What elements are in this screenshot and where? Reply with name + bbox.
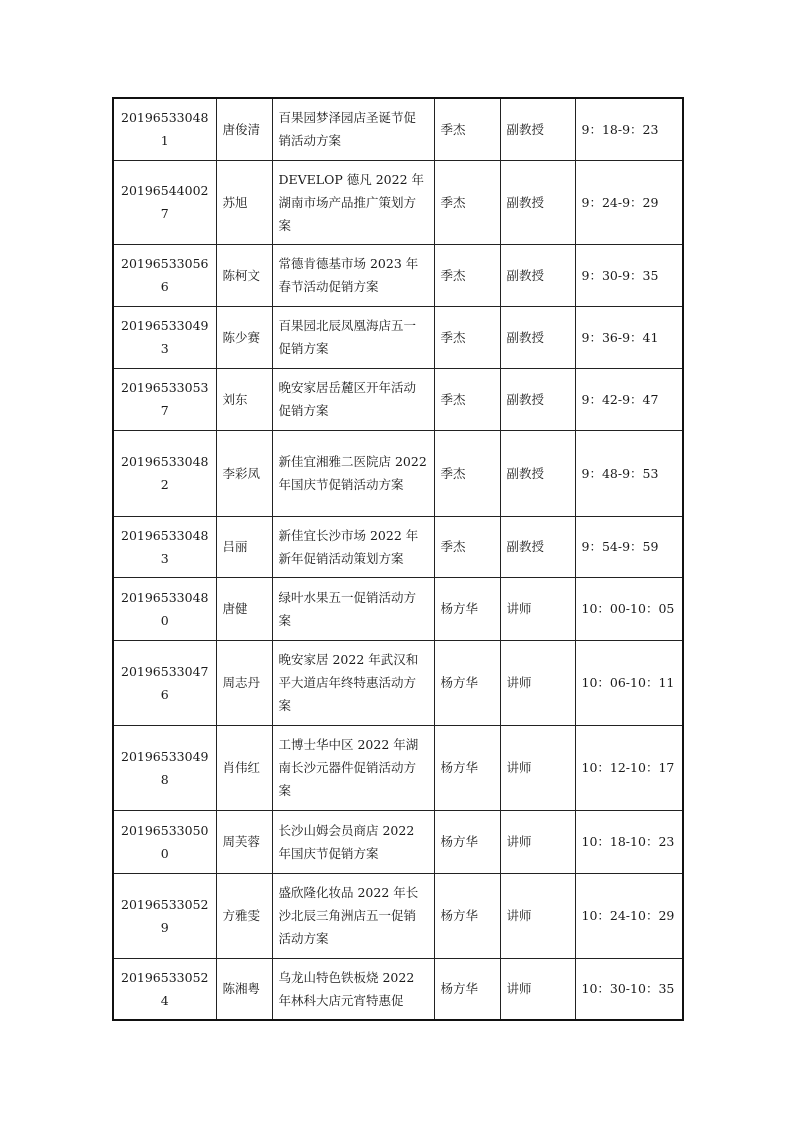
- advisor-title-cell: 讲师: [500, 725, 575, 810]
- student-name-cell: 肖伟红: [216, 725, 272, 810]
- student-name-cell: 刘东: [216, 368, 272, 430]
- time-slot-cell: 10：06-10：11: [575, 640, 683, 725]
- student-name-cell: 陈柯文: [216, 244, 272, 306]
- time-slot-cell: 10：24-10：29: [575, 873, 683, 958]
- advisor-cell: 季杰: [434, 516, 500, 577]
- student-id-cell: 201965330493: [113, 306, 216, 368]
- student-name-cell: 唐俊清: [216, 98, 272, 160]
- advisor-title-cell: 副教授: [500, 516, 575, 577]
- advisor-cell: 季杰: [434, 306, 500, 368]
- advisor-title-cell: 副教授: [500, 98, 575, 160]
- student-name-cell: 周芙蓉: [216, 810, 272, 873]
- student-name-cell: 周志丹: [216, 640, 272, 725]
- advisor-title-cell: 讲师: [500, 577, 575, 640]
- advisor-title-cell: 副教授: [500, 244, 575, 306]
- table-row: [113, 873, 683, 958]
- student-id-cell: 201965330481: [113, 98, 216, 160]
- advisor-cell: 季杰: [434, 430, 500, 516]
- student-id-cell: 201965330566: [113, 244, 216, 306]
- time-slot-cell: 9：48-9：53: [575, 430, 683, 516]
- student-id-cell: 201965330529: [113, 873, 216, 958]
- table-row: [113, 725, 683, 810]
- thesis-topic-text: 乌龙山特色铁板烧 2022 年林科大店元宵特惠促: [278, 969, 415, 1008]
- table-row: [113, 244, 683, 306]
- student-id-cell: 201965330537: [113, 368, 216, 430]
- time-slot-cell: 10：18-10：23: [575, 810, 683, 873]
- thesis-topic-cell: 常德肯德基市场 2023 年春节活动促销方案: [272, 244, 434, 306]
- advisor-cell: 季杰: [434, 160, 500, 244]
- thesis-topic-cell: 盛欣隆化妆品 2022 年长沙北辰三角洲店五一促销活动方案: [272, 873, 434, 958]
- thesis-topic-cell: 晚安家居岳麓区开年活动促销方案: [272, 368, 434, 430]
- student-name-cell: 唐健: [216, 577, 272, 640]
- time-slot-cell: 9：30-9：35: [575, 244, 683, 306]
- table-row: [113, 516, 683, 577]
- thesis-topic-cell: 晚安家居 2022 年武汉和平大道店年终特惠活动方案: [272, 640, 434, 725]
- student-id-cell: 201965330483: [113, 516, 216, 577]
- student-name-cell: 苏旭: [216, 160, 272, 244]
- advisor-cell: 杨方华: [434, 958, 500, 1020]
- advisor-title-cell: 副教授: [500, 368, 575, 430]
- time-slot-cell: 9：18-9：23: [575, 98, 683, 160]
- student-id-cell: 201965330524: [113, 958, 216, 1020]
- advisor-title-cell: 讲师: [500, 810, 575, 873]
- advisor-title-cell: 副教授: [500, 430, 575, 516]
- student-id-cell: 201965330476: [113, 640, 216, 725]
- student-id-cell: 201965440027: [113, 160, 216, 244]
- thesis-topic-cell: 绿叶水果五一促销活动方案: [272, 577, 434, 640]
- advisor-cell: 季杰: [434, 98, 500, 160]
- advisor-cell: 杨方华: [434, 640, 500, 725]
- thesis-topic-cell: 百果园梦泽园店圣诞节促销活动方案: [272, 98, 434, 160]
- advisor-title-cell: 副教授: [500, 306, 575, 368]
- table-row: [113, 306, 683, 368]
- thesis-topic-cell: DEVELOP 德凡 2022 年湖南市场产品推广策划方案: [272, 160, 434, 244]
- thesis-topic-cell: 新佳宜湘雅二医院店 2022 年国庆节促销活动方案: [272, 430, 434, 516]
- table-row: [113, 368, 683, 430]
- student-name-cell: 方雅雯: [216, 873, 272, 958]
- student-id-cell: 201965330500: [113, 810, 216, 873]
- thesis-topic-cell: 长沙山姆会员商店 2022 年国庆节促销方案: [272, 810, 434, 873]
- thesis-topic-cell: 百果园北辰凤凰海店五一促销方案: [272, 306, 434, 368]
- time-slot-cell: 9：36-9：41: [575, 306, 683, 368]
- time-slot-cell: 9：24-9：29: [575, 160, 683, 244]
- student-id-cell: 201965330482: [113, 430, 216, 516]
- time-slot-cell: 9：42-9：47: [575, 368, 683, 430]
- table-row: [113, 160, 683, 244]
- thesis-topic-cell: 新佳宜长沙市场 2022 年新年促销活动策划方案: [272, 516, 434, 577]
- advisor-cell: 杨方华: [434, 577, 500, 640]
- thesis-topic-cell: 工博士华中区 2022 年湖南长沙元器件促销活动方案: [272, 725, 434, 810]
- advisor-cell: 杨方华: [434, 810, 500, 873]
- student-id-cell: 201965330480: [113, 577, 216, 640]
- table-row: [113, 640, 683, 725]
- table-row: [113, 810, 683, 873]
- advisor-title-cell: 副教授: [500, 160, 575, 244]
- advisor-title-cell: 讲师: [500, 873, 575, 958]
- time-slot-cell: 10：00-10：05: [575, 577, 683, 640]
- student-name-cell: 陈湘粤: [216, 958, 272, 1020]
- student-name-cell: 陈少赛: [216, 306, 272, 368]
- advisor-cell: 杨方华: [434, 873, 500, 958]
- time-slot-cell: 10：30-10：35: [575, 958, 683, 1020]
- table-row: [113, 98, 683, 160]
- table-row: [113, 577, 683, 640]
- table-row: [113, 958, 683, 1020]
- advisor-cell: 季杰: [434, 244, 500, 306]
- time-slot-cell: 9：54-9：59: [575, 516, 683, 577]
- defense-schedule-table: [112, 97, 684, 1021]
- student-name-cell: 李彩凤: [216, 430, 272, 516]
- advisor-title-cell: 讲师: [500, 958, 575, 1020]
- student-name-cell: 吕丽: [216, 516, 272, 577]
- advisor-title-cell: 讲师: [500, 640, 575, 725]
- advisor-cell: 季杰: [434, 368, 500, 430]
- schedule-table-body: [113, 98, 683, 1020]
- advisor-cell: 杨方华: [434, 725, 500, 810]
- time-slot-cell: 10：12-10：17: [575, 725, 683, 810]
- thesis-topic-cell: [272, 958, 434, 1020]
- student-id-cell: 201965330498: [113, 725, 216, 810]
- table-row: [113, 430, 683, 516]
